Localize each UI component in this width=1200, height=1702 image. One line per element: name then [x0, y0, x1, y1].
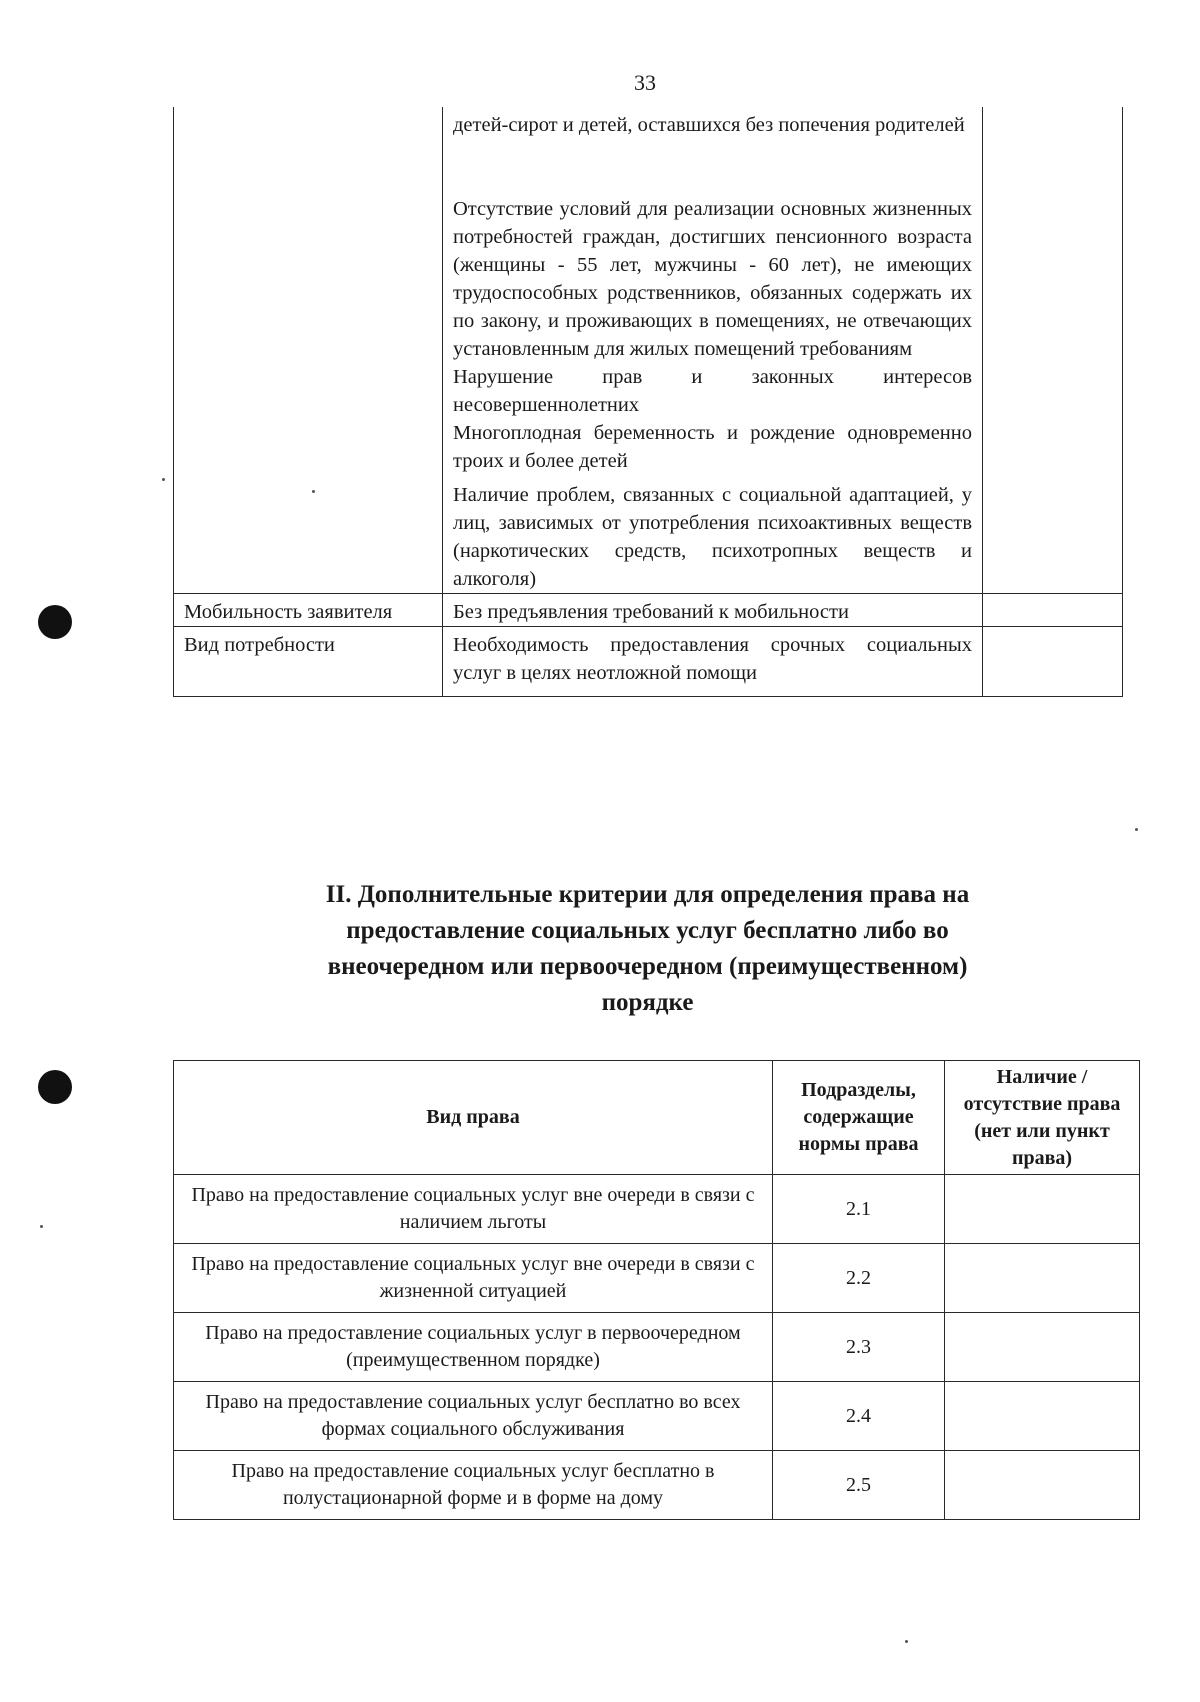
table-row — [174, 1175, 1140, 1244]
scan-speck — [162, 478, 165, 481]
subsection-cell: 2.3 — [773, 1313, 945, 1382]
row-label: Вид потребности — [174, 627, 443, 697]
right-cell: Право на предоставление социальных услуг вне очереди в связи с жизненной ситуацией — [174, 1244, 773, 1313]
section-title-line: порядке — [601, 989, 694, 1016]
right-cell: Право на предоставление социальных услуг бесплатно в полустационарной форме и в форме на дому — [174, 1451, 773, 1520]
right-cell: Право на предоставление социальных услуг бесплатно во всех формах социального обслуживания — [174, 1382, 773, 1451]
list-item: Отсутствие условий для реализации основных жизненных потребностей граждан, достигших пенсионного возраста (женщины - 55 лет, мужчины - 60 лет), не имеющих трудоспособных родственников, обязанных содержать их по закону, и проживающих в помещениях, не отвечающих установленным для жилых помещений требованиям — [453, 198, 972, 360]
scan-speck — [1135, 828, 1138, 831]
label-cell — [174, 107, 443, 594]
scan-speck — [312, 490, 315, 493]
right-cell: Право на предоставление социальных услуг вне очереди в связи с наличием льготы — [174, 1175, 773, 1244]
list-item: Наличие проблем, связанных с социальной адаптацией, у лиц, зависимых от употребления психоактивных веществ (наркотических средств, психотропных веществ и алкоголя) — [453, 484, 972, 590]
section-title-line: внеочередном или первоочередном (преимущественном) — [327, 953, 968, 980]
table-row — [174, 594, 1123, 627]
mark-cell — [983, 107, 1123, 594]
section-title-line: II. Дополнительные критерии для определения права на — [325, 881, 970, 908]
right-cell: Право на предоставление социальных услуг в первоочередном (преимущественном порядке) — [174, 1313, 773, 1382]
subsection-cell: 2.1 — [773, 1175, 945, 1244]
row-label: Мобильность заявителя — [174, 594, 443, 627]
column-header-right-type: Вид права — [174, 1061, 773, 1175]
column-header-presence: Наличие / отсутствие права (нет или пункт права) — [945, 1061, 1140, 1175]
life-situations-cell — [443, 107, 983, 594]
page-number: 33 — [634, 70, 656, 95]
presence-cell — [945, 1244, 1140, 1313]
subsection-cell: 2.4 — [773, 1382, 945, 1451]
list-item: детей-сирот и детей, оставшихся без попечения родителей — [453, 114, 965, 136]
list-item: Нарушение прав и законных интересов несовершеннолетних — [453, 366, 972, 416]
scan-speck — [905, 1640, 908, 1643]
punch-hole-mark — [38, 605, 72, 639]
table-row — [174, 107, 1123, 594]
presence-cell — [945, 1451, 1140, 1520]
subsection-cell: 2.2 — [773, 1244, 945, 1313]
table-row — [174, 1382, 1140, 1451]
table-row — [174, 627, 1123, 697]
mark-cell — [983, 627, 1123, 697]
row-value: Необходимость предоставления срочных социальных услуг в целях неотложной помощи — [443, 627, 983, 697]
table-row — [174, 1244, 1140, 1313]
subsection-cell: 2.5 — [773, 1451, 945, 1520]
criteria-table-continued — [173, 107, 1123, 697]
additional-criteria-table — [173, 1060, 1140, 1520]
table-row — [174, 1313, 1140, 1382]
row-value: Без предъявления требований к мобильности — [443, 594, 983, 627]
table-row — [174, 1451, 1140, 1520]
list-item: Многоплодная беременность и рождение одновременно троих и более детей — [453, 422, 972, 472]
scan-speck — [40, 1225, 43, 1228]
table-header-row — [174, 1061, 1140, 1175]
mark-cell — [983, 594, 1123, 627]
presence-cell — [945, 1313, 1140, 1382]
section-title — [173, 877, 1122, 1021]
presence-cell — [945, 1382, 1140, 1451]
section-title-line: предоставление социальных услуг бесплатно либо во — [346, 917, 949, 944]
column-header-subsections: Подразделы, содержащие нормы права — [773, 1061, 945, 1175]
punch-hole-mark — [38, 1070, 72, 1104]
presence-cell — [945, 1175, 1140, 1244]
